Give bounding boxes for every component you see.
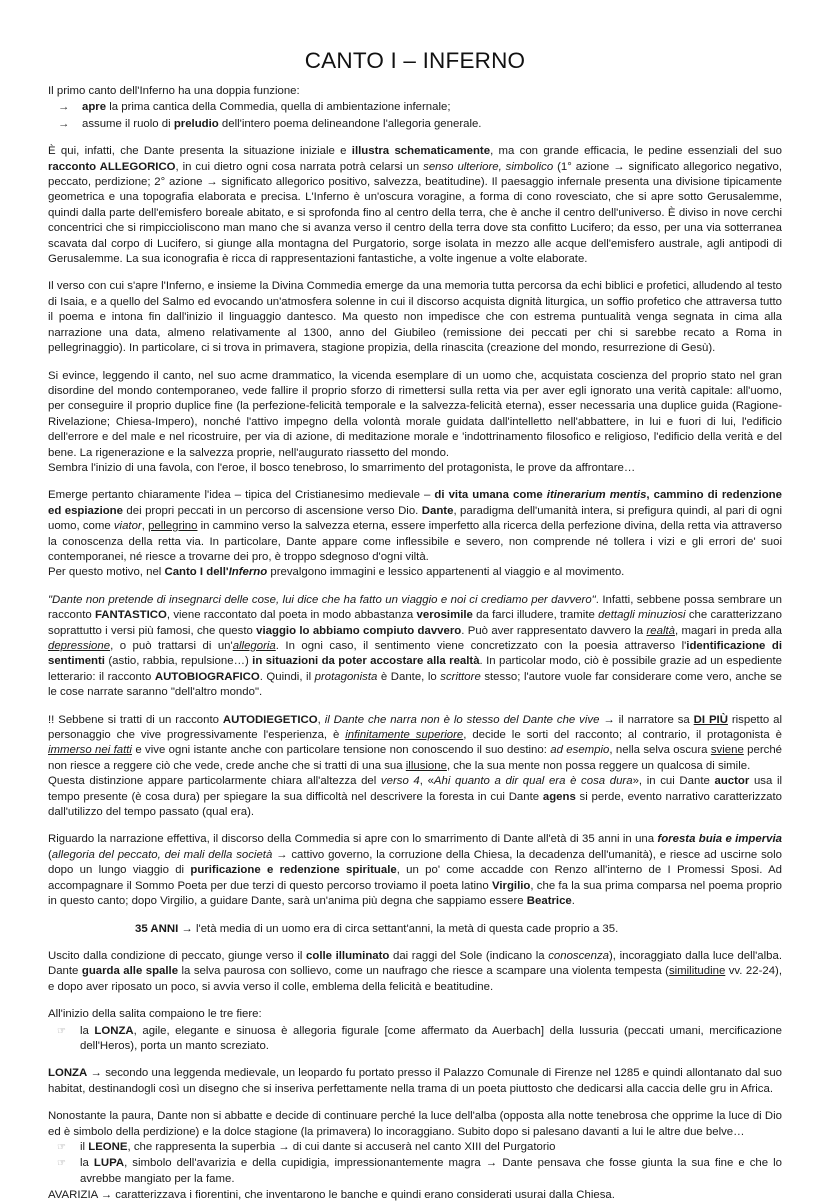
belve-bullet-leone (48, 1140, 782, 1155)
pointing-hand-icon: ☞ (57, 1158, 66, 1170)
note-35-anni: 35 ANNI → l'età media di un uomo era di circa settant'anni, la metà di questa cade proprio a 35. (135, 922, 619, 935)
arrow-icon: → (58, 101, 70, 114)
paragraph-sievince: Si evince, leggendo il canto, nel suo acme drammatico, la vicenda esemplare di un uomo che, acquistata coscienza del proprio stato nel gran disordine del mondo contemporaneo, vede fallire il proprio sforzo di rimettersi sulla retta via per aver egli ignorato una verità capitale: all'uomo, per conseguire il proprio duplice fine (la perfezione-felicità temporale e la salvezza-felicità eterna), esser necessaria una duplice guida (Ragione-Rivelazione; Chiesa-Impero), nonché l'attivo impegno della volontà morale guidata dall'intelletto nell'abbattere, in lui e fuori di lui, l'edificio dell'errore e del male e nel ricostruire, per via di azione, di meditazione morale e 'indottrinamento filosofico e religioso, l'edificio della verità e del bene. La rigenerazione e la salvezza proprie, nell'augurato riassetto del mondo. (48, 369, 782, 459)
fiere-bullet-text: la LONZA, agile, elegante e sinuosa è allegoria figurale [come affermato da Auerbach] della lussuria (peccati umani, mercificazione dell'Heros), porta un manto screziato. (80, 1024, 782, 1052)
intro-bullet-0 (48, 100, 782, 115)
paragraph-riguardo: Riguardo la narrazione effettiva, il discorso della Commedia si apre con lo smarrimento di Dante all'età di 35 anni in una foresta buia e impervia (allegoria del peccato, dei mali della società → cattivo governo, la corruzione della Chiesa, la decadenza dell'umanità), e riesce ad uscirne solo dopo un lungo viaggio di purificazione e redenzione spirituale, un po' come accadde con Renzo all'interno de I Promessi Sposi. Ad accompagnare il Sommo Poeta per due terzi di questo percorso troviamo il poeta latino Virgilio, che fa la sua prima comparsa nel poema proprio in questo canto; dopo Virgilio, a guidare Dante, sarà un'anima più degna che sappiamo essere Beatrice. (48, 833, 782, 908)
belve-bullet-text: la LUPA, simbolo dell'avarizia e della cupidigia, impressionantemente magra → Dante pensava che fosse giunta la sua fine e che lo avrebbe mangiato per la fame. (80, 1157, 782, 1185)
paragraph-distinzione: Questa distinzione appare particolarmente chiara all'altezza del verso 4, «Ahi quanto a dir qual era è cosa dura», in cui Dante auctor usa il tempo presente (è cosa dura) per spiegare la sua difficoltà nel descrivere la foresta in cui Dante agens si perde, evento narrativo caratterizzato dall'utilizzo del tempo passato (qual era). (48, 775, 783, 819)
pointing-hand-icon: ☞ (57, 1141, 66, 1153)
arrow-icon: → (58, 117, 70, 130)
belve-bullet-text: il LEONE, che rappresenta la superbia → di cui dante si accuserà nel canto XIII del Purgatorio (80, 1140, 556, 1153)
paragraph-favola: Sembra l'inizio di una favola, con l'eroe, il bosco tenebroso, lo smarrimento del protagonista, le prove da affrontare… (48, 461, 636, 474)
paragraph-nonostante: Nonostante la paura, Dante non si abbatte e decide di continuare perché la luce dell'alba (opposta alla notte tenebrosa che opprime la luce di Dio ed è simbolo della perdizione) e la dolce stagione (la primavera) lo incoraggiano. Subito dopo si palesano davanti a lui le altre due belve… (48, 1110, 782, 1138)
intro-lead: Il primo canto dell'Inferno ha una doppia funzione: (48, 85, 300, 97)
fiere-bullet-lonza (48, 1024, 782, 1055)
paragraph-allegorico: È qui, infatti, che Dante presenta la situazione iniziale e illustra schematicamente, ma con grande efficacia, le pedine essenziali del suo racconto ALLEGORICO, in cui dietro ogni cosa narrata potrà celarsi un senso ulteriore, simbolico (1° azione → significato allegorico negativo, peccato, perdizione; 2° azione → significato allegorico positivo, salvezza, beatitudine). Il paesaggio infernale presenta una divisione tipicamente geometrica e una topografia elaborata e precisa. L'Inferno è un'oscura voragine, a forma di cono rovesciato, che si apre sotto Gerusalemme, quindi dalla parte dell'emisfero boreale abitato, e si sprofonda fino al centro della terra, che è anche il centro dell'universo. È diviso in nove cerchi concentrici che si rimpiccioliscono man mano che si avanza verso il centro della terra dove sta confitto Lucifero; da esso, per una via sotterranea scavata dal corpo di Lucifero, si giunge alla montagna del Purgatorio, sorge isolata in mezzo alle acque dell'emisfero australe, agli antipodi di Gerusalemme. La sua iconografia è ricca di rappresentazioni fantastiche, a volte ingenue a volte elaborate. (48, 145, 783, 266)
paragraph-lonza-leggenda: LONZA → secondo una leggenda medievale, un leopardo fu portato presso il Palazzo Comunale di Firenze nel 1285 e quindi allontanato dal suo habitat, destinandogli così un disegno che si inseriva perfettamente nella trama di un poeta piuttosto che dedicarsi alla caccia delle gru in Africa. (48, 1067, 782, 1095)
intro-bullet-text: assume il ruolo di preludio dell'intero poema delineandone l'allegoria generale. (82, 117, 482, 130)
paragraph-autodiegetico: !! Sebbene si tratti di un racconto AUTODIEGETICO, il Dante che narra non è lo stesso del Dante che vive → il narratore sa DI PIÙ rispetto al personaggio che vive progressivamente l'esperienza, è infinitamente superiore, decide le sorti del racconto; al contrario, il protagonista è immerso nei fatti e vive ogni istante anche con particolare tensione non conoscendo il suo destino: ad esempio, nella selva oscura sviene perché non riesce a reggere ciò che vede, crede anche che si tratti di una sua illusione, che la sua mente non possa reggere un qualcosa di simile. (48, 713, 782, 772)
page-title: CANTO I – INFERNO (304, 48, 526, 73)
paragraph-emerge: Emerge pertanto chiaramente l'idea – tipica del Cristianesimo medievale – di vita umana come itinerarium mentis, cammino di redenzione ed espiazione dei propri peccati in un percorso di ascensione verso Dio. Dante, paradigma dell'umanità intera, si prefigura quindi, al pari di ogni uomo, come viator, pellegrino in cammino verso la salvezza eterna, essere imperfetto alla ricerca della perfezione divina, della retta via attraverso la conoscenza della retta via. In particolare, Dante appare come inflessibile e severo, non comprende né tollera i vizi e gli errori de' suoi contemporanei, né riesce a trovarne dei pro, è troppo sdegnoso d'ogni viltà. (48, 489, 782, 563)
pointing-hand-icon: ☞ (57, 1025, 66, 1037)
paragraph-verso: Il verso con cui s'apre l'Inferno, e insieme la Divina Commedia emerge da una memoria tutta percorsa da echi biblici e profetici, alludendo al testo di Isaia, e a quello del Salmo ed evocando un'atmosfera solenne in cui il discorso acquista dignità liturgica, un soffio profetico che attraversa tutto il poema e intona fin dall'inizio il linguaggio dantesco. Ma questo non impedisce che con estrema puntualità venga segnata in cima alla narrazione una data, almeno relativamente al 1300, anno del Giubileo (remissione dei peccati per chi si sarebbe recato a Roma in pellegrinaggio). In particolare, ci si trova in primavera, stagione propizia, della rinascita (creazione del mondo, resurrezione di Gesù). (48, 280, 782, 355)
intro-bullet-1 (48, 117, 782, 132)
belve-bullet-lupa (48, 1156, 782, 1187)
paragraph-perquesto: Per questo motivo, nel Canto I dell'Inferno prevalgono immagini e lessico appartenenti al viaggio e al movimento. (48, 566, 625, 579)
fiere-lead: All'inizio della salita compaiono le tre fiere: (48, 1008, 262, 1021)
paragraph-uscito: Uscito dalla condizione di peccato, giunge verso il colle illuminato dai raggi del Sole (indicano la conoscenza), incoraggiato dalla luce dell'alba. Dante guarda alle spalle la selva paurosa con sollievo, come un naufrago che riesce a scampare una violenta tempesta (similitudine vv. 22-24), e dopo aver riposato un poco, si avvia verso il colle, emblema della felicità e beatitudine. (48, 949, 782, 993)
paragraph-fantastico: "Dante non pretende di insegnarci delle cose, lui dice che ha fatto un viaggio e noi ci crediamo per davvero". Infatti, sebbene possa sembrare un racconto FANTASTICO, viene raccontato dal poeta in modo abbastanza verosimile da farci illudere, tramite dettagli minuziosi che caratterizzano soprattutto i versi più famosi, che questo viaggio lo abbiamo compiuto davvero. Può aver rappresentato davvero la realtà, magari in preda alla depressione, o può trattarsi di un'allegoria. In ogni caso, il sentimento viene concretizzato con la poesia attraverso l'identificazione di sentimenti (astio, rabbia, repulsione…) in situazioni da poter accostare alla realtà. In particolar modo, ciò è possibile grazie ad un espediente letterario: il racconto AUTOBIOGRAFICO. Quindi, il protagonista è Dante, lo scrittore stesso; l'autore vuole far considerare come vero, anche se le cose narrate saranno "dell'altro mondo". (48, 593, 783, 699)
closing-avarizia: AVARIZIA → caratterizzava i fiorentini, che inventarono le banche e quindi erano considerati usurai dalla Chiesa. (48, 1189, 615, 1202)
intro-bullet-text: apre la prima cantica della Commedia, quella di ambientazione infernale; (82, 101, 451, 114)
